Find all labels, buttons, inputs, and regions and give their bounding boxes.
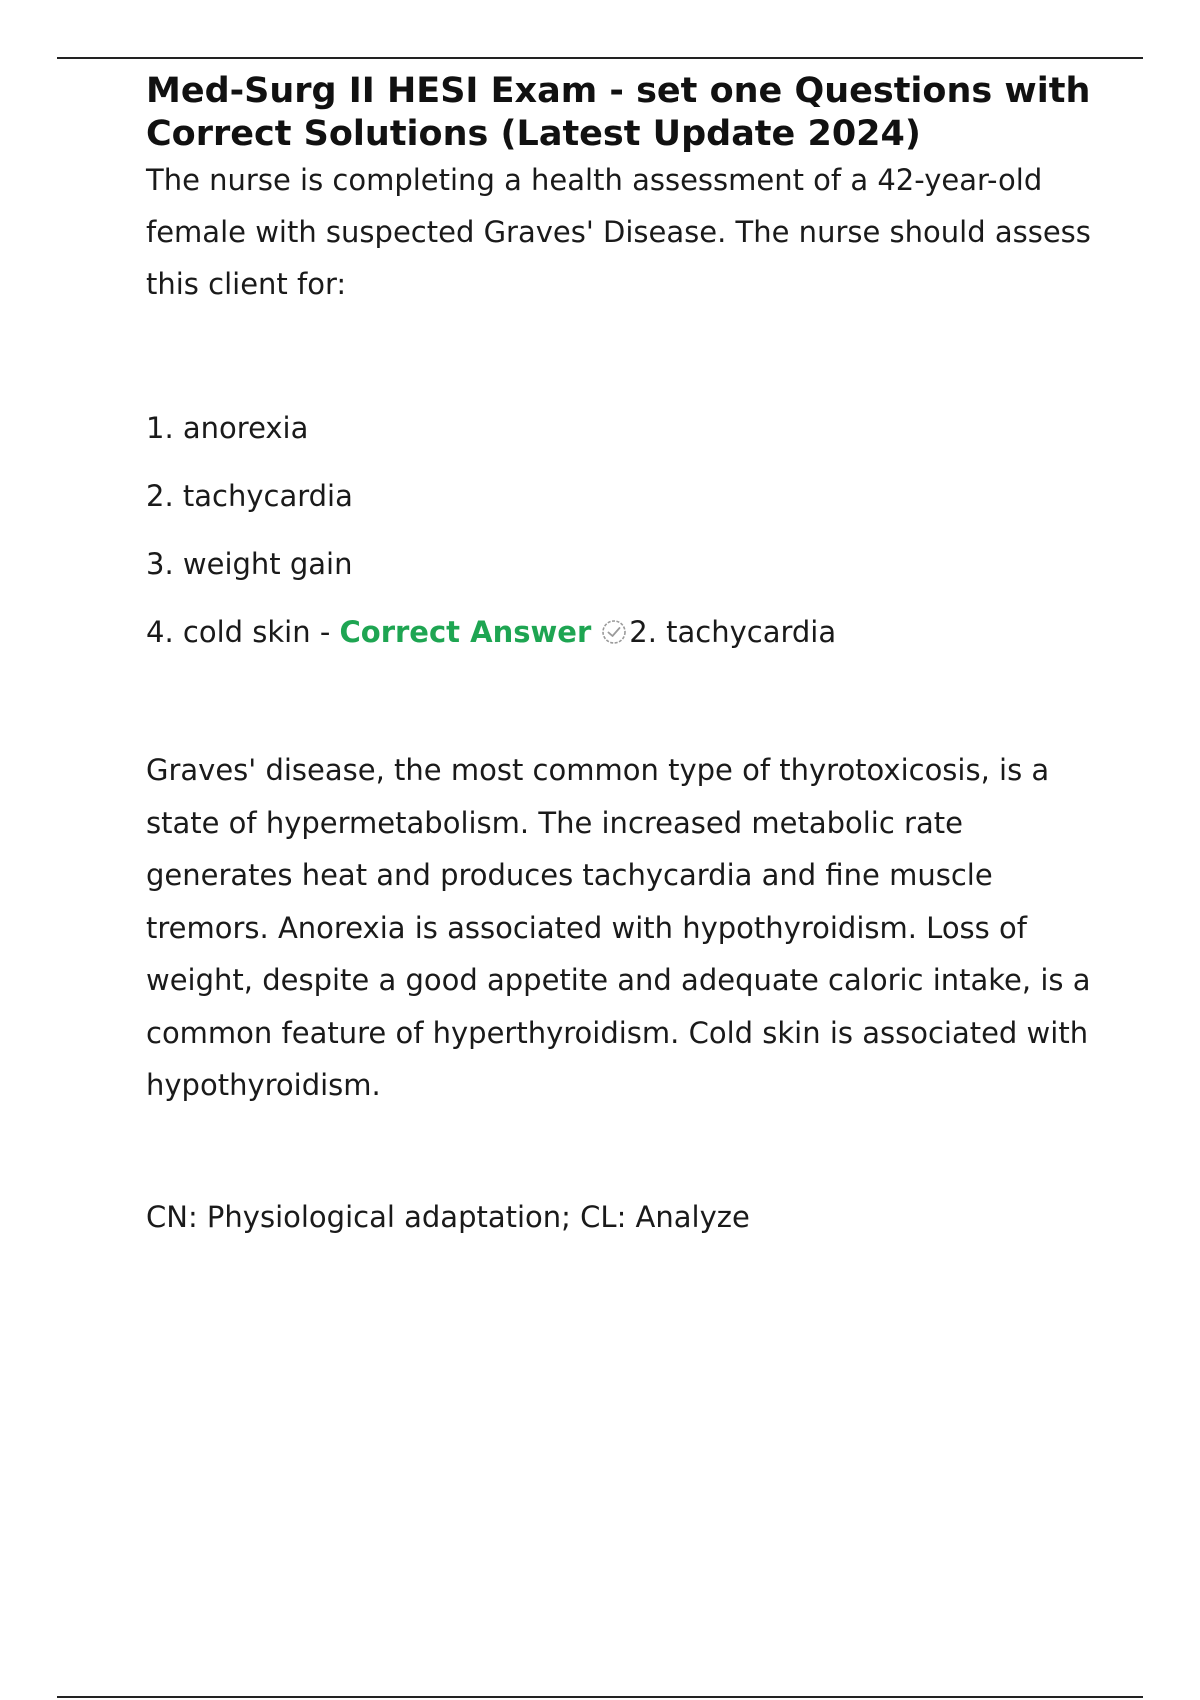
check-circle-icon <box>601 619 627 645</box>
option-4-with-answer <box>146 612 1106 652</box>
option-4: 4. cold skin - <box>146 615 340 649</box>
question-text: The nurse is completing a health assessment of a 42-year-old female with suspected Graves' Disease. The nurse should assess this client for: <box>146 163 1091 301</box>
option-3: 3. weight gain <box>146 547 353 581</box>
bottom-divider <box>57 1696 1143 1698</box>
option-2: 2. tachycardia <box>146 479 353 513</box>
answer-options <box>146 408 1106 652</box>
top-divider <box>57 57 1143 59</box>
correct-answer-label: Correct Answer <box>339 615 592 649</box>
classification-text: CN: Physiological adaptation; CL: Analyze <box>146 1199 750 1234</box>
document-title: Med-Surg II HESI Exam - set one Questions with Correct Solutions (Latest Update 2024) <box>146 71 1091 154</box>
correct-answer-value: 2. tachycardia <box>629 615 837 649</box>
document-body <box>146 70 1106 1237</box>
rationale-text: Graves' disease, the most common type of thyrotoxicosis, is a state of hypermetabolism. The increased metabolic rate generates heat and produces tachycardia and fine muscle tremors. Anorexia is associated with hypothyroidism. Loss of weight, despite a good appetite and adequate caloric intake, is a common feature of hyperthyroidism. Cold skin is associated with hypothyroidism. <box>146 753 1091 1102</box>
option-1: 1. anorexia <box>146 411 309 445</box>
